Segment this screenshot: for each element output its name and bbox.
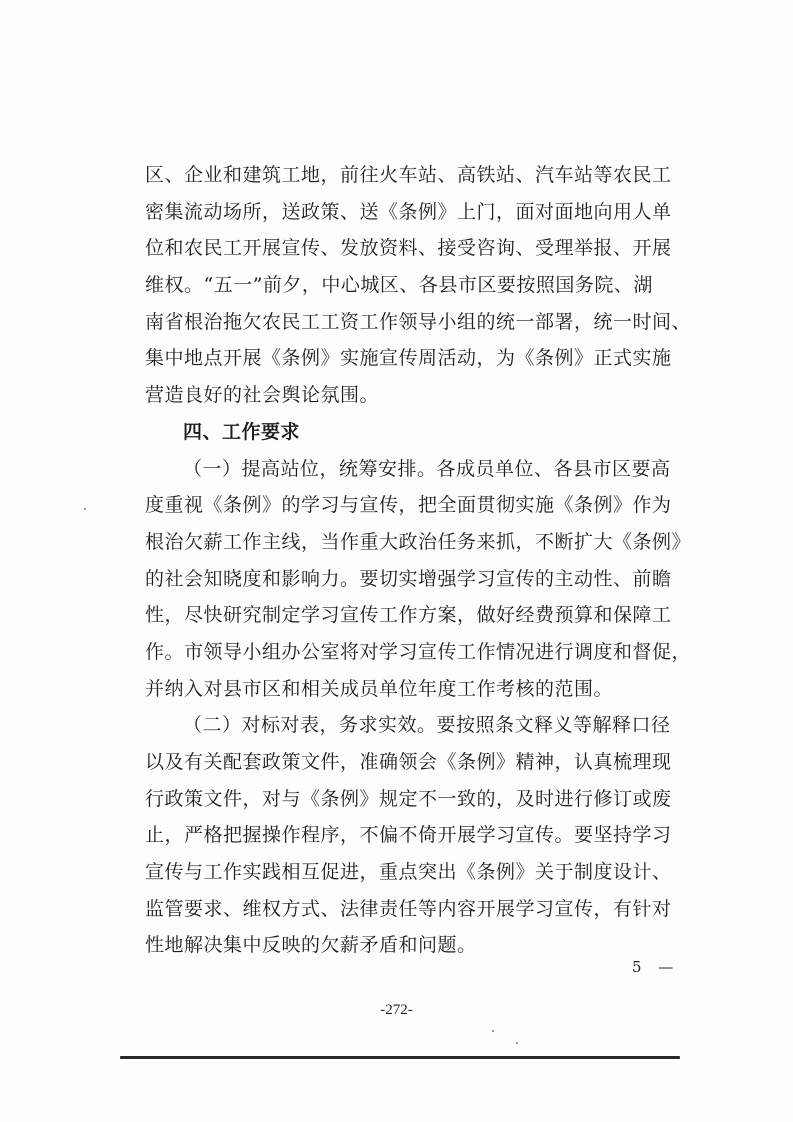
page-number: -272- <box>380 1002 413 1018</box>
paragraph-line: （一）提高站位，统筹安排。各成员单位、各县市区要高 <box>183 457 671 480</box>
paragraph-line: 营造良好的社会舆论氛围。 <box>145 384 380 407</box>
inner-page-mark: 5 — <box>632 958 680 976</box>
paragraph-line: 度重视《条例》的学习与宣传，把全面贯彻实施《条例》作为 <box>145 494 672 517</box>
scan-speck <box>84 508 86 510</box>
scan-speck <box>516 1042 518 1044</box>
paragraph-line: 行政策文件，对与《条例》规定不一致的，及时进行修订或废 <box>145 787 672 810</box>
bottom-rule <box>120 1056 680 1059</box>
paragraph-line: 根治欠薪工作主线，当作重大政治任务来抓，不断扩大《条例》 <box>145 530 692 553</box>
paragraph-line: 并纳入对县市区和相关成员单位年度工作考核的范围。 <box>145 677 614 700</box>
paragraph-line: 性地解决集中反映的欠薪矛盾和问题。 <box>145 934 477 957</box>
paragraph-line: 作。市领导小组办公室将对学习宣传工作情况进行调度和督促， <box>145 640 692 663</box>
paragraph-line: 的社会知晓度和影响力。要切实增强学习宣传的主动性、前瞻 <box>145 567 672 590</box>
paragraph-line: 区、企业和建筑工地，前往火车站、高铁站、汽车站等农民工 <box>145 164 672 186</box>
paragraph-line: 密集流动场所，送政策、送《条例》上门，面对面地向用人单 <box>145 200 672 223</box>
paragraph-line: 监管要求、维权方式、法律责任等内容开展学习宣传，有针对 <box>145 897 672 920</box>
paragraph-line: 集中地点开展《条例》实施宣传周活动，为《条例》正式实施 <box>145 347 672 370</box>
section-heading: 四、工作要求 <box>183 420 301 443</box>
paragraph-line: 位和农民工开展宣传、发放资料、接受咨询、受理举报、开展 <box>145 237 672 260</box>
scan-speck <box>492 1030 494 1032</box>
paragraph-line: （二）对标对表，务求实效。要按照条文释义等解释口径 <box>183 714 671 737</box>
paragraph-line: 维权。“五一”前夕，中心城区、各县市区要按照国务院、湖 <box>145 274 653 297</box>
body-text <box>145 157 692 964</box>
paragraph-line: 止，严格把握操作程序，不偏不倚开展学习宣传。要坚持学习 <box>145 824 672 847</box>
paragraph-line: 南省根治拖欠农民工工资工作领导小组的统一部署，统一时间、 <box>145 310 692 333</box>
paragraph-line: 以及有关配套政策文件，准确领会《条例》精神，认真梳理现 <box>145 751 672 773</box>
paragraph-line: 宣传与工作实践相互促进，重点突出《条例》关于制度设计、 <box>145 861 672 884</box>
paragraph-line: 性，尽快研究制定学习宣传工作方案，做好经费预算和保障工 <box>145 604 672 627</box>
